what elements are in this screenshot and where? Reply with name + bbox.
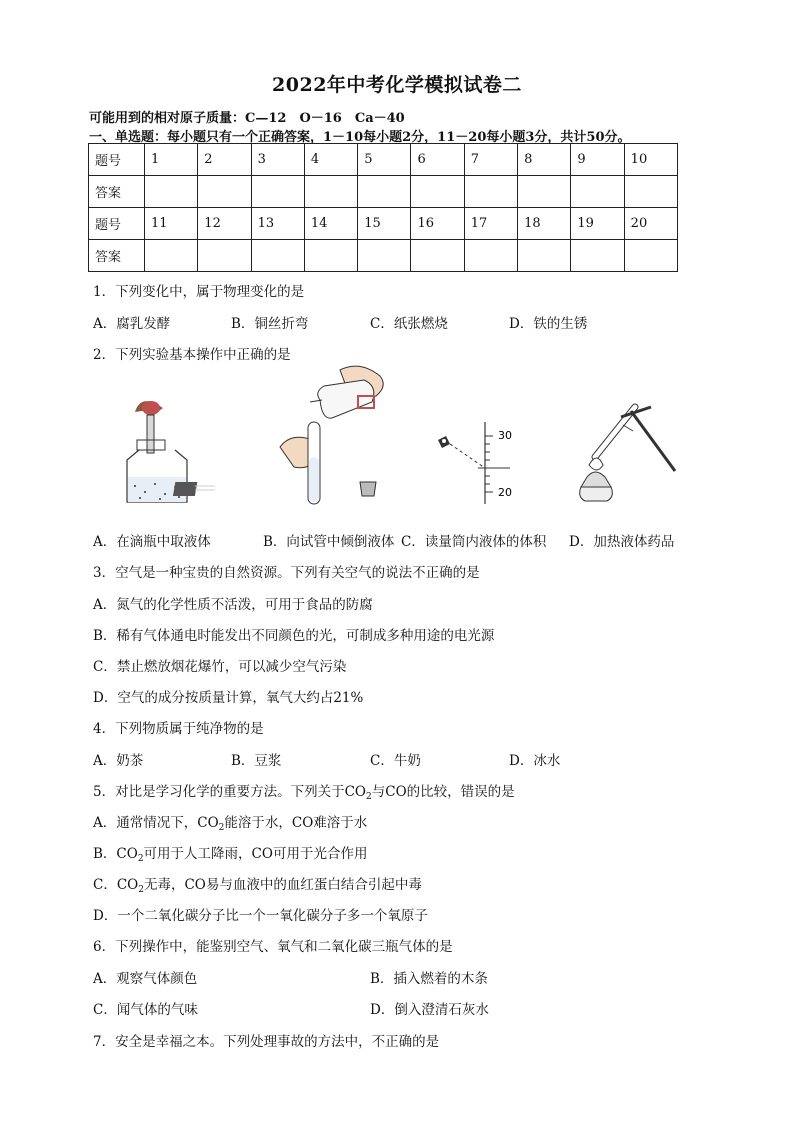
option-a[interactable] bbox=[93, 811, 367, 833]
pouring-liquid-figure bbox=[270, 362, 400, 507]
answer-cell[interactable] bbox=[411, 176, 464, 208]
row-label-number: 题号 bbox=[89, 208, 145, 240]
question-5-stem bbox=[93, 780, 515, 802]
option-c[interactable]: C．禁止燃放烟花爆竹，可以减少空气污染 bbox=[93, 659, 347, 675]
answer-cell[interactable] bbox=[411, 240, 464, 272]
subscript: 2 bbox=[366, 792, 372, 802]
cylinder-mark-20: 20 bbox=[498, 486, 512, 499]
table-row bbox=[89, 176, 678, 208]
option-d[interactable]: D．铁的生锈 bbox=[509, 316, 588, 332]
option-a[interactable]: A．在滴瓶中取液体 bbox=[93, 534, 211, 550]
question-3-stem: 3．空气是一种宝贵的自然资源。下列有关空气的说法不正确的是 bbox=[93, 565, 480, 581]
question-2-options bbox=[93, 530, 693, 550]
question-2-figures bbox=[95, 362, 695, 512]
table-row bbox=[89, 208, 678, 240]
question-number-cell: 6 bbox=[411, 144, 464, 176]
question-number-cell: 8 bbox=[518, 144, 571, 176]
answer-cell[interactable] bbox=[464, 240, 517, 272]
row-label-answer: 答案 bbox=[89, 240, 145, 272]
option-d[interactable]: D．冰水 bbox=[509, 753, 561, 769]
question-number-cell: 15 bbox=[358, 208, 411, 240]
question-number-cell: 20 bbox=[624, 208, 677, 240]
answer-table bbox=[88, 143, 678, 272]
row-label-number: 题号 bbox=[89, 144, 145, 176]
option-text: 无毒，CO易与血液中的血红蛋白结合引起中毒 bbox=[143, 877, 422, 893]
question-number-cell: 11 bbox=[145, 208, 198, 240]
option-d[interactable]: D．加热液体药品 bbox=[569, 534, 675, 550]
question-number-cell: 13 bbox=[251, 208, 304, 240]
option-b[interactable]: B．插入燃着的木条 bbox=[370, 971, 488, 987]
answer-cell[interactable] bbox=[624, 176, 677, 208]
page-title: 2022年中考化学模拟试卷二 bbox=[272, 74, 522, 96]
answer-cell[interactable] bbox=[304, 176, 357, 208]
question-number-cell: 16 bbox=[411, 208, 464, 240]
option-d[interactable]: D．一个二氧化碳分子比一个一氧化碳分子多一个氧原子 bbox=[93, 908, 428, 924]
answer-cell[interactable] bbox=[624, 240, 677, 272]
option-a[interactable]: A．奶茶 bbox=[93, 753, 144, 769]
question-number-cell: 7 bbox=[464, 144, 517, 176]
answer-cell[interactable] bbox=[145, 240, 198, 272]
question-6-stem: 6．下列操作中，能鉴别空气、氧气和二氧化碳三瓶气体的是 bbox=[93, 939, 453, 955]
question-number-cell: 18 bbox=[518, 208, 571, 240]
question-number-cell: 9 bbox=[571, 144, 624, 176]
answer-cell[interactable] bbox=[251, 176, 304, 208]
option-a[interactable]: A．观察气体颜色 bbox=[93, 971, 198, 987]
answer-cell[interactable] bbox=[571, 176, 624, 208]
answer-cell[interactable] bbox=[518, 240, 571, 272]
stem-text: 与CO的比较，错误的是 bbox=[371, 784, 515, 800]
subscript: 2 bbox=[218, 823, 225, 833]
option-c[interactable]: C．牛奶 bbox=[370, 753, 421, 769]
answer-cell[interactable] bbox=[145, 176, 198, 208]
answer-cell[interactable] bbox=[518, 176, 571, 208]
option-a[interactable]: A．氮气的化学性质不活泼，可用于食品的防腐 bbox=[93, 597, 373, 613]
row-label-answer: 答案 bbox=[89, 176, 145, 208]
question-number-cell: 1 bbox=[145, 144, 198, 176]
question-number-cell: 19 bbox=[571, 208, 624, 240]
question-6-options-row2 bbox=[93, 998, 693, 1018]
question-4-options bbox=[93, 749, 693, 769]
option-b[interactable]: B．铜丝折弯 bbox=[231, 316, 309, 332]
cylinder-mark-30: 30 bbox=[498, 429, 512, 442]
question-2-stem: 2．下列实验基本操作中正确的是 bbox=[93, 347, 291, 363]
question-number-cell: 12 bbox=[198, 208, 251, 240]
option-text: A．通常情况下，CO bbox=[93, 815, 219, 831]
option-text: C．CO bbox=[93, 877, 139, 893]
atomic-mass-note: 可能用到的相对原子质量：C—12 O－16 Ca－40 bbox=[89, 111, 405, 126]
option-b[interactable]: B．向试管中倾倒液体 bbox=[263, 534, 395, 550]
option-c[interactable]: C．闻气体的气味 bbox=[93, 1002, 198, 1018]
option-b[interactable]: B．稀有气体通电时能发出不同颜色的光，可制成多种用途的电光源 bbox=[93, 628, 495, 644]
question-number-cell: 3 bbox=[251, 144, 304, 176]
answer-cell[interactable] bbox=[198, 176, 251, 208]
question-7-stem: 7．安全是幸福之本。下列处理事故的方法中，不正确的是 bbox=[93, 1034, 440, 1050]
answer-cell[interactable] bbox=[251, 240, 304, 272]
question-number-cell: 17 bbox=[464, 208, 517, 240]
question-6-options-row1 bbox=[93, 967, 693, 987]
question-number-cell: 14 bbox=[304, 208, 357, 240]
question-1-options bbox=[93, 312, 693, 332]
graduated-cylinder-figure bbox=[430, 422, 530, 507]
question-number-cell: 2 bbox=[198, 144, 251, 176]
answer-cell[interactable] bbox=[464, 176, 517, 208]
option-text: 可用于人工降雨，CO可用于光合作用 bbox=[143, 846, 368, 862]
table-row bbox=[89, 144, 678, 176]
answer-cell[interactable] bbox=[358, 176, 411, 208]
subscript: 2 bbox=[138, 885, 144, 895]
option-c[interactable]: C．纸张燃烧 bbox=[370, 316, 448, 332]
option-text: B．CO bbox=[93, 846, 138, 862]
heating-liquid-figure bbox=[565, 397, 685, 507]
question-number-cell: 4 bbox=[304, 144, 357, 176]
answer-cell[interactable] bbox=[358, 240, 411, 272]
option-c[interactable]: C．读量筒内液体的体积 bbox=[401, 534, 547, 550]
question-1-stem: 1．下列变化中，属于物理变化的是 bbox=[93, 284, 305, 300]
question-number-cell: 10 bbox=[624, 144, 677, 176]
option-text: 能溶于水，CO难溶于水 bbox=[224, 815, 368, 831]
dropper-bottle-figure bbox=[115, 382, 225, 507]
option-c[interactable] bbox=[93, 873, 422, 895]
answer-cell[interactable] bbox=[571, 240, 624, 272]
option-a[interactable]: A．腐乳发酵 bbox=[93, 316, 171, 332]
option-d[interactable]: D．空气的成分按质量计算，氧气大约占21% bbox=[93, 690, 364, 706]
table-row bbox=[89, 240, 678, 272]
option-d[interactable]: D．倒入澄清石灰水 bbox=[370, 1002, 489, 1018]
option-b[interactable] bbox=[93, 842, 367, 864]
question-4-stem: 4．下列物质属于纯净物的是 bbox=[93, 721, 264, 737]
question-number-cell: 5 bbox=[358, 144, 411, 176]
option-b[interactable]: B．豆浆 bbox=[231, 753, 282, 769]
answer-cell[interactable] bbox=[304, 240, 357, 272]
answer-cell[interactable] bbox=[198, 240, 251, 272]
stem-text: 5．对比是学习化学的重要方法。下列关于CO bbox=[93, 784, 366, 800]
subscript: 2 bbox=[137, 854, 144, 864]
section-heading: 一、单选题：每小题只有一个正确答案，1－10每小题2分，11－20每小题3分，共计50分。 bbox=[89, 130, 631, 145]
